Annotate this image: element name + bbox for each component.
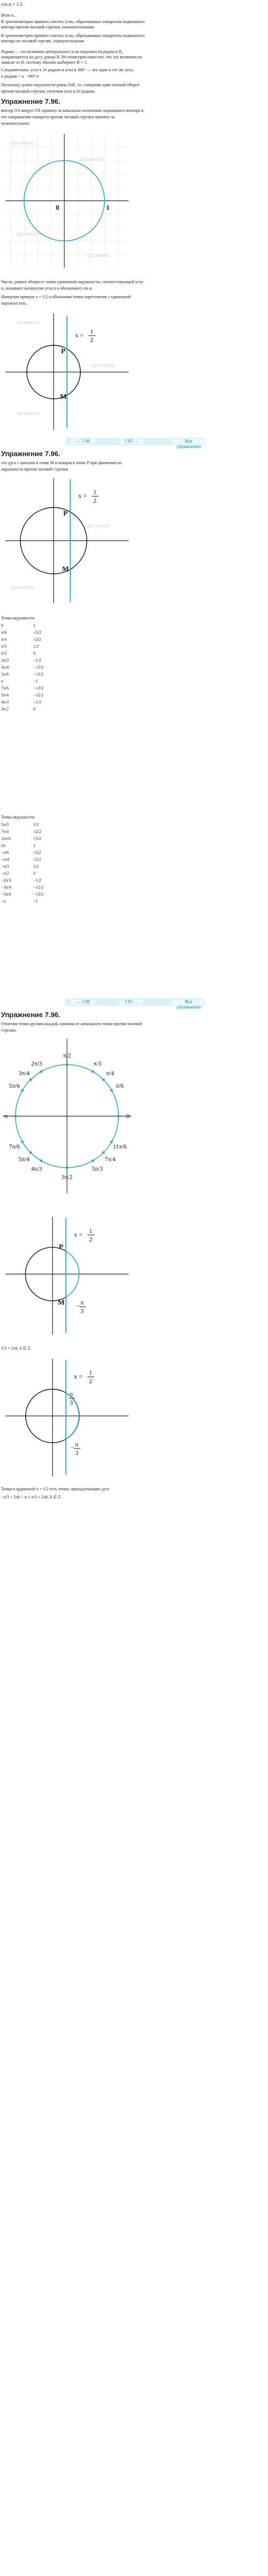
text-line: Итак α... [1,13,17,18]
angle-cell: −2π/3 [1,878,11,883]
angle-cell: 0 [1,623,3,628]
eq-num: 1 [89,1227,92,1234]
value-cell: −1/2 [33,700,41,704]
table-row [1,664,43,671]
table-row [1,671,43,678]
angle-cell: 4π/3 [1,700,9,704]
table-row [1,891,43,898]
text-line: вектора против часовой стрелки, положительными. [1,25,95,29]
angle-point [117,1115,120,1118]
angle-cell: −5π/6 [1,892,11,897]
table-row [1,643,43,650]
eq-den: 2 [89,1236,92,1243]
table-row [1,699,43,706]
table-row [1,835,43,842]
angle-point [21,1141,24,1143]
angle-table-1 [1,622,43,713]
text-line: окружностью. [1,301,27,306]
angle-label: 0 [126,1113,130,1120]
exercise-heading: Упражнение 7.96. [1,450,61,458]
arc-figure-3 [0,1354,134,1480]
eq-label: x = [75,331,84,339]
angle-point [14,1115,17,1118]
table-row [1,856,43,863]
eq-den: 2 [93,497,96,504]
angle-point [102,1151,105,1154]
angle-point [66,1063,69,1066]
text-line: Точка окружности [1,815,35,820]
angle-cell: π/2 [1,651,7,656]
angle-label: 7π/4 [104,1156,116,1163]
angle-circle-figure [0,1033,134,1199]
watermark: ГДЗ САМОГО [80,158,104,162]
angle-point [21,1089,24,1092]
text-line: опирающегося на дугу длины R. Из геометрии известно, что эта величина не [1,55,142,59]
text-line: В тригонометрии принято считать углы, образованные поворотом подвижного [1,33,145,38]
text-line: α радиан = α · 180°/π [1,74,39,79]
value-cell: √3/2 [33,836,41,841]
angle-label: 5π/3 [92,1166,103,1173]
angle-cell: −π/2 [1,871,9,876]
minus-pi3-den: 3 [80,1307,84,1315]
all-exercises-button[interactable]: Все упражнения [172,999,206,1005]
minus-pi3-num: π [80,1299,84,1306]
text-line: окружности против часовой стрелки. [1,467,69,472]
text-line: зависит от R, поэтому обычно выбирают R = 1. [1,60,87,65]
exercise-nav [65,998,205,1010]
point-M-label: M [60,392,67,400]
value-cell: 1/2 [33,864,39,869]
angle-point [102,1079,105,1081]
eq-den: 2 [90,336,93,344]
exercise-heading: Упражнение 7.96. [1,97,61,105]
table-row [1,678,43,685]
next-exercise-button[interactable]: 7.97 → [119,999,144,1005]
angle-label: π/2 [63,1052,71,1059]
line-x-half-figure [0,308,134,434]
table-row [1,828,43,835]
watermark: ГДЗ САМОГО [91,364,115,368]
angle-point [92,1160,94,1162]
value-cell: 1 [33,843,35,848]
text-line: Число, равное абсциссе точки единичной окружности, соответствующей углу [1,279,144,284]
table-row [1,842,43,849]
angle-cell: 7π/4 [1,829,9,834]
angle-cell: −π/6 [1,850,9,855]
text-line: положительное. [1,121,31,126]
watermark: ГДЗ САМОГО [86,254,109,258]
table-row [1,629,43,636]
text-line: Радиан — это величина центрального угла окружности радиуса R, [1,49,123,54]
next-exercise-button[interactable]: 7.97 → [119,439,144,444]
value-cell: 0 [33,707,35,711]
minus-pi3-minus: − [71,1444,75,1451]
table-row [1,849,43,856]
table-row [1,870,43,877]
prev-exercise-button[interactable]: ← 7.95 [71,999,95,1005]
text-line: −π/3 + 2πk < α ≤ π/3 + 2πk, k ∈ Z. [1,1495,62,1499]
angle-label: 11π/6 [113,1143,127,1150]
angle-cell: 2π/3 [1,658,9,663]
one-label: 1 [106,203,110,211]
prev-exercise-button[interactable]: ← 7.95 [71,439,95,444]
value-cell: −√3/2 [33,672,44,677]
text-line: В тригонометрии принято считать углы, образованные поворотом подвижного [1,19,145,24]
angle-point [29,1151,32,1154]
text-line: Начертим прямую x = 1/2 и обозначим точки пересечения с единичной [1,294,131,299]
text-line: что направление поворота против часовой стрелки принято за [1,115,115,119]
angle-label: 3π/4 [18,1070,30,1077]
eq-label: x = [78,492,87,499]
angle-label: π/6 [115,1083,124,1090]
watermark: ГДЗ САМОГО [16,321,40,325]
angle-cell: 7π/6 [1,686,9,691]
eq-num: 1 [90,328,93,335]
angle-cell: 3π/2 [1,707,9,711]
value-cell: −1 [33,679,38,684]
table-row [1,622,43,629]
text-line: Точки в ординатой x = 1/2 есть точки, принадлежащие дуге [1,1487,110,1491]
angle-cell: 3π/4 [1,665,9,670]
table-row [1,863,43,870]
table-row [1,821,43,828]
angle-cell: 5π/6 [1,672,9,677]
point-M-label: M [58,1298,65,1306]
table-row [1,877,43,884]
table-row [1,706,43,713]
angle-cell: π [1,679,4,684]
table-row [1,884,43,891]
value-cell: 1/2 [33,644,39,649]
angle-point [40,1160,43,1162]
angle-cell: −3π/4 [1,885,11,890]
value-cell: √2/2 [33,857,41,862]
angle-cell: 5π/3 [1,822,9,827]
watermark: ГДЗ САМОГО [16,412,40,416]
text-line: π/3 + 2πk, k ∈ Z. [1,1346,32,1351]
angle-label: 7π/6 [9,1143,20,1150]
angle-label: π/4 [106,1070,114,1077]
angle-label: 2π/3 [31,1060,42,1067]
angle-point [110,1141,113,1143]
value-cell: 1/2 [33,822,39,827]
value-cell: −√2/2 [33,665,44,670]
angle-label: 5π/6 [9,1083,20,1090]
angle-label: 3π/2 [61,1174,73,1181]
value-cell: −√2/2 [33,693,44,698]
watermark: ГДЗ САМОГО [16,233,40,237]
point-P-label: P [61,347,65,355]
table-row [1,650,43,657]
text-line: вектор OA вокруг OX принято за начальное положение подвижного вектора и [1,108,144,113]
value-cell: −1 [33,899,38,904]
arc-figure [0,474,134,608]
value-cell: −1/2 [33,878,41,883]
angle-cell: π/3 [1,644,7,649]
angle-cell: π/4 [1,637,7,642]
watermark: ГДЗ САМОГО [86,525,109,528]
text-line: cos α = 1/2 [1,2,23,7]
value-cell: √2/2 [33,829,41,834]
pi3-den: 3 [70,1399,73,1406]
minus-pi3-num: π [75,1441,79,1448]
value-cell: −√3/2 [33,892,44,897]
point-P-label: P [63,509,68,517]
watermark: ГДЗ САМОГО [11,586,34,590]
text-line: вектора по часовой стрелке, отрицательными. [1,39,85,43]
angle-cell: 5π/4 [1,693,9,698]
text-line: это дуга с началом в точке M и концом в точке P при движении по [1,460,122,465]
text-line: стрелки. [1,1028,17,1033]
minus-pi3-den: 3 [75,1449,78,1457]
text-line: против часовой стрелки, получим угол в 2π радиан. [1,89,95,94]
angle-point [29,1079,32,1081]
table-row [1,692,43,699]
angle-point [110,1089,113,1092]
eq-label: x = [74,1373,83,1380]
angle-cell: π/6 [1,630,7,635]
value-cell: √3/2 [33,850,41,855]
angle-cell: −π/3 [1,864,9,869]
table-row [1,685,43,692]
value-cell: −1/2 [33,658,41,663]
angle-label: π [4,1113,8,1120]
eq-den: 2 [89,1377,92,1385]
arc-figure-2 [0,1213,134,1338]
table-row [1,898,43,905]
exercise-heading: Упражнение 7.96. [1,1011,61,1019]
angle-point [66,1166,69,1169]
text-line: Точка окружности [1,616,35,620]
text-line: Следовательно, угол в 2π радиан и угол в 360° — это один и тот же угол. [1,67,134,72]
angle-cell: 11π/6 [1,836,11,841]
exercise-nav [65,438,205,449]
minus-pi3-minus: − [76,1302,80,1309]
angle-table-2 [1,821,43,905]
watermark: ГДЗ САМОГО [11,142,34,146]
point-M-label: M [62,565,69,573]
value-cell: √3/2 [33,630,41,635]
angle-label: 4π/3 [31,1166,42,1173]
angle-label: π/3 [93,1060,102,1067]
text-line: Поскольку длина окружности равна 2πR, то, совершив один полный оборот [1,82,140,87]
all-exercises-button[interactable]: Все упражнения [172,439,206,444]
angle-label: 5π/4 [18,1156,30,1163]
value-cell: √2/2 [33,637,41,642]
value-cell: 0 [33,871,35,876]
eq-num: 1 [93,488,96,496]
table-row [1,636,43,643]
angle-point [40,1070,43,1073]
angle-point [92,1070,94,1073]
value-cell: 1 [33,623,35,628]
value-cell: 0 [33,651,35,656]
angle-cell: 2π [1,843,6,848]
angle-cell: −π [1,899,6,904]
table-row [1,657,43,664]
point-P-label: P [59,1242,63,1251]
value-cell: −√3/2 [33,686,44,691]
text-line: Отметим точки дугами каждой, начиная от начального точки против часовой [1,1021,142,1026]
eq-label: x = [74,1231,83,1238]
eq-num: 1 [89,1369,92,1376]
angle-cell: −π/4 [1,857,9,862]
origin-label: 0 [56,203,59,211]
value-cell: −√2/2 [33,885,44,890]
text-line: α, называют косинусом угла α и обозначают cos α. [1,286,93,291]
unit-circle-figure [0,128,134,273]
pi3-num: π [70,1390,73,1398]
